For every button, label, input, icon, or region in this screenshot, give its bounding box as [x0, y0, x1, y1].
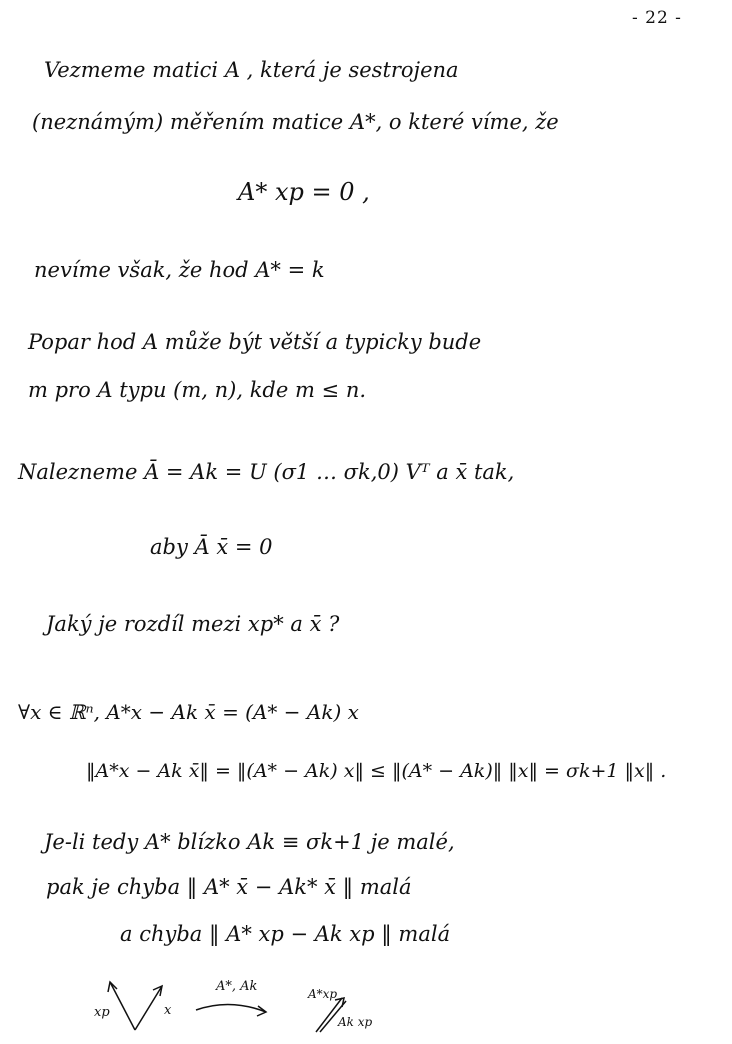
label-top: A*xp: [308, 987, 338, 1001]
text-line-2: (neznámým) měřením matice A*, o které víme, že: [32, 110, 559, 134]
text-line-4: Popar hod A může být větší a typicky bude: [28, 330, 482, 354]
text-line-13: a chyba ‖ A* xp − Ak xp ‖ malá: [120, 922, 451, 946]
text-line-10: ‖A*x − Ak x̄‖ = ‖(A* − Ak) x‖ ≤ ‖(A* − Ak)‖ ‖x‖ = σk+1 ‖x‖ .: [86, 760, 667, 782]
text-line-11: Je-li tedy A* blízko Ak ≡ σk+1 je malé,: [44, 830, 455, 854]
label-bottom: Ak xp: [338, 1015, 373, 1029]
vector-x-arrow: [135, 986, 162, 1030]
vector-xp-arrow: [110, 982, 135, 1030]
text-line-8: Jaký je rozdíl mezi xp* a x̄ ?: [46, 612, 340, 636]
mapping-arrow: [196, 1004, 266, 1012]
vector-diagram: [80, 968, 410, 1038]
text-line-6: Nalezneme Ā = Ak = U (σ1 … σk,0) Vᵀ a x̄ tak,: [18, 460, 515, 484]
text-line-5: m pro A typu (m, n), kde m ≤ n.: [28, 378, 367, 402]
text-line-1: Vezmeme matici A , která je sestrojena: [44, 58, 459, 82]
label-xp: xp: [94, 1005, 110, 1020]
text-line-3: nevíme však, že hod A* = k: [34, 258, 325, 282]
label-x: x: [164, 1003, 172, 1018]
map-label: A*, Ak: [216, 979, 258, 994]
page-number: - 22 -: [632, 8, 682, 28]
text-line-9: ∀x ∈ ℝⁿ, A*x − Ak x̄ = (A* − Ak) x: [18, 700, 359, 724]
text-line-12: pak je chyba ‖ A* x̄ − Ak* x̄ ‖ malá: [46, 875, 412, 899]
equation-1: A* xp = 0 ,: [238, 178, 370, 206]
text-line-7: aby Ā x̄ = 0: [150, 535, 273, 559]
